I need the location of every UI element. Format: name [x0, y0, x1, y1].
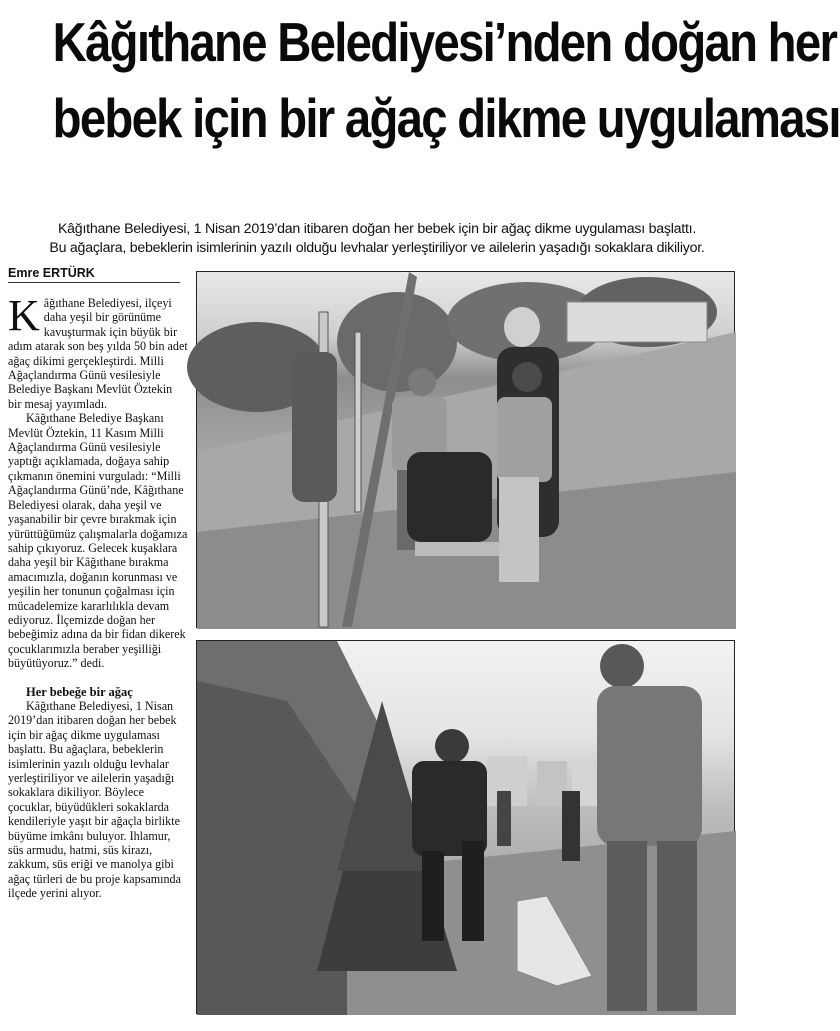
headline: [52, 4, 840, 156]
photo-officials-planting-art: [197, 641, 736, 1015]
headline-line-1: Kâğıthane Belediyesi’nden doğan her: [52, 11, 837, 73]
article-subhead: Her bebeğe bir ağaç: [26, 684, 133, 699]
lede-line-2: Bu ağaçlara, bebeklerin isimlerinin yazılı olduğu levhalar yerleştiriliyor ve ailelerin yaşadığı sokaklara dikiliyor.: [49, 240, 705, 256]
photo-family-tree-planting: [196, 271, 735, 628]
headline-line-2: bebek için bir ağaç dikme uygulaması: [52, 87, 840, 149]
lede-line-1: Kâğıthane Belediyesi, 1 Nisan 2019’dan itibaren doğan her bebek için bir ağaç dikme uygulaması başlattı.: [57, 221, 697, 237]
lede: [6, 220, 748, 258]
article-paragraph-2: Kâğıthane Belediye Başkanı Mevlüt Öztekin, 11 Kasım Milli Ağaçlandırma Günü vesilesiyle yaptığı açıklamada, doğaya sahip çıkmanın önemini vurguladı: “Milli Ağaçlandırma Günü’nde, Kâğıthane Belediyesi olarak, daha yeşil ve yaşanabilir bir çevre bırakmak için yürüttüğümüz çalışmalarla doğamıza sahip çıkıyoruz. Gelecek kuşaklara daha yeşil bir Kâğıthane bırakma amacımızla, doğanın korunması ve yeşilin her tonunun çoğalması için mücadelemize kararlılıkla devam ediyoruz. İlçemizde doğan her bebeğimiz adına da bir fidan dikerek çocuklarımızla beraber yeşilliği büyütüyoruz.” dedi.: [8, 411, 188, 671]
drop-cap: K: [8, 291, 40, 340]
article-paragraph-1-text: âğıthane Belediyesi, ilçeyi daha yeşil bir görünüme kavuşturmak için büyük bir adım atarak son beş yılda 50 bin adet ağaç dikimi gerçekleştirdi. Milli Ağaçlandırma Günü vesilesiyle Belediye Başkanı Mevlüt Öztekin bir mesaj yayımladı.: [8, 296, 188, 411]
article-paragraph-1: [8, 291, 188, 411]
byline: Emre ERTÜRK: [8, 266, 180, 283]
photo-family-tree-planting-art: [197, 272, 736, 629]
article-body: [8, 291, 188, 901]
photo-officials-planting: [196, 640, 735, 1014]
article-paragraph-3: Kâğıthane Belediyesi, 1 Nisan 2019’dan itibaren doğan her bebek için bir ağaç dikme uygulaması başlattı. Bu ağaçlara, bebeklerin isimlerinin yazılı olduğu levhalar yerleştiriliyor ve ailelerin yaşadığı sokaklara dikiliyor. Böylece çocuklar, büyüdükleri sokaklarda kendileriyle yaşıt bir ağaçla birlikte büyüme imkânı buluyor. Ihlamur, süs armudu, hatmi, süs kirazı, zakkum, süs eriği ve manolya gibi ağaç türleri de bu proje kapsamında ilçede yerini alıyor.: [8, 698, 181, 901]
